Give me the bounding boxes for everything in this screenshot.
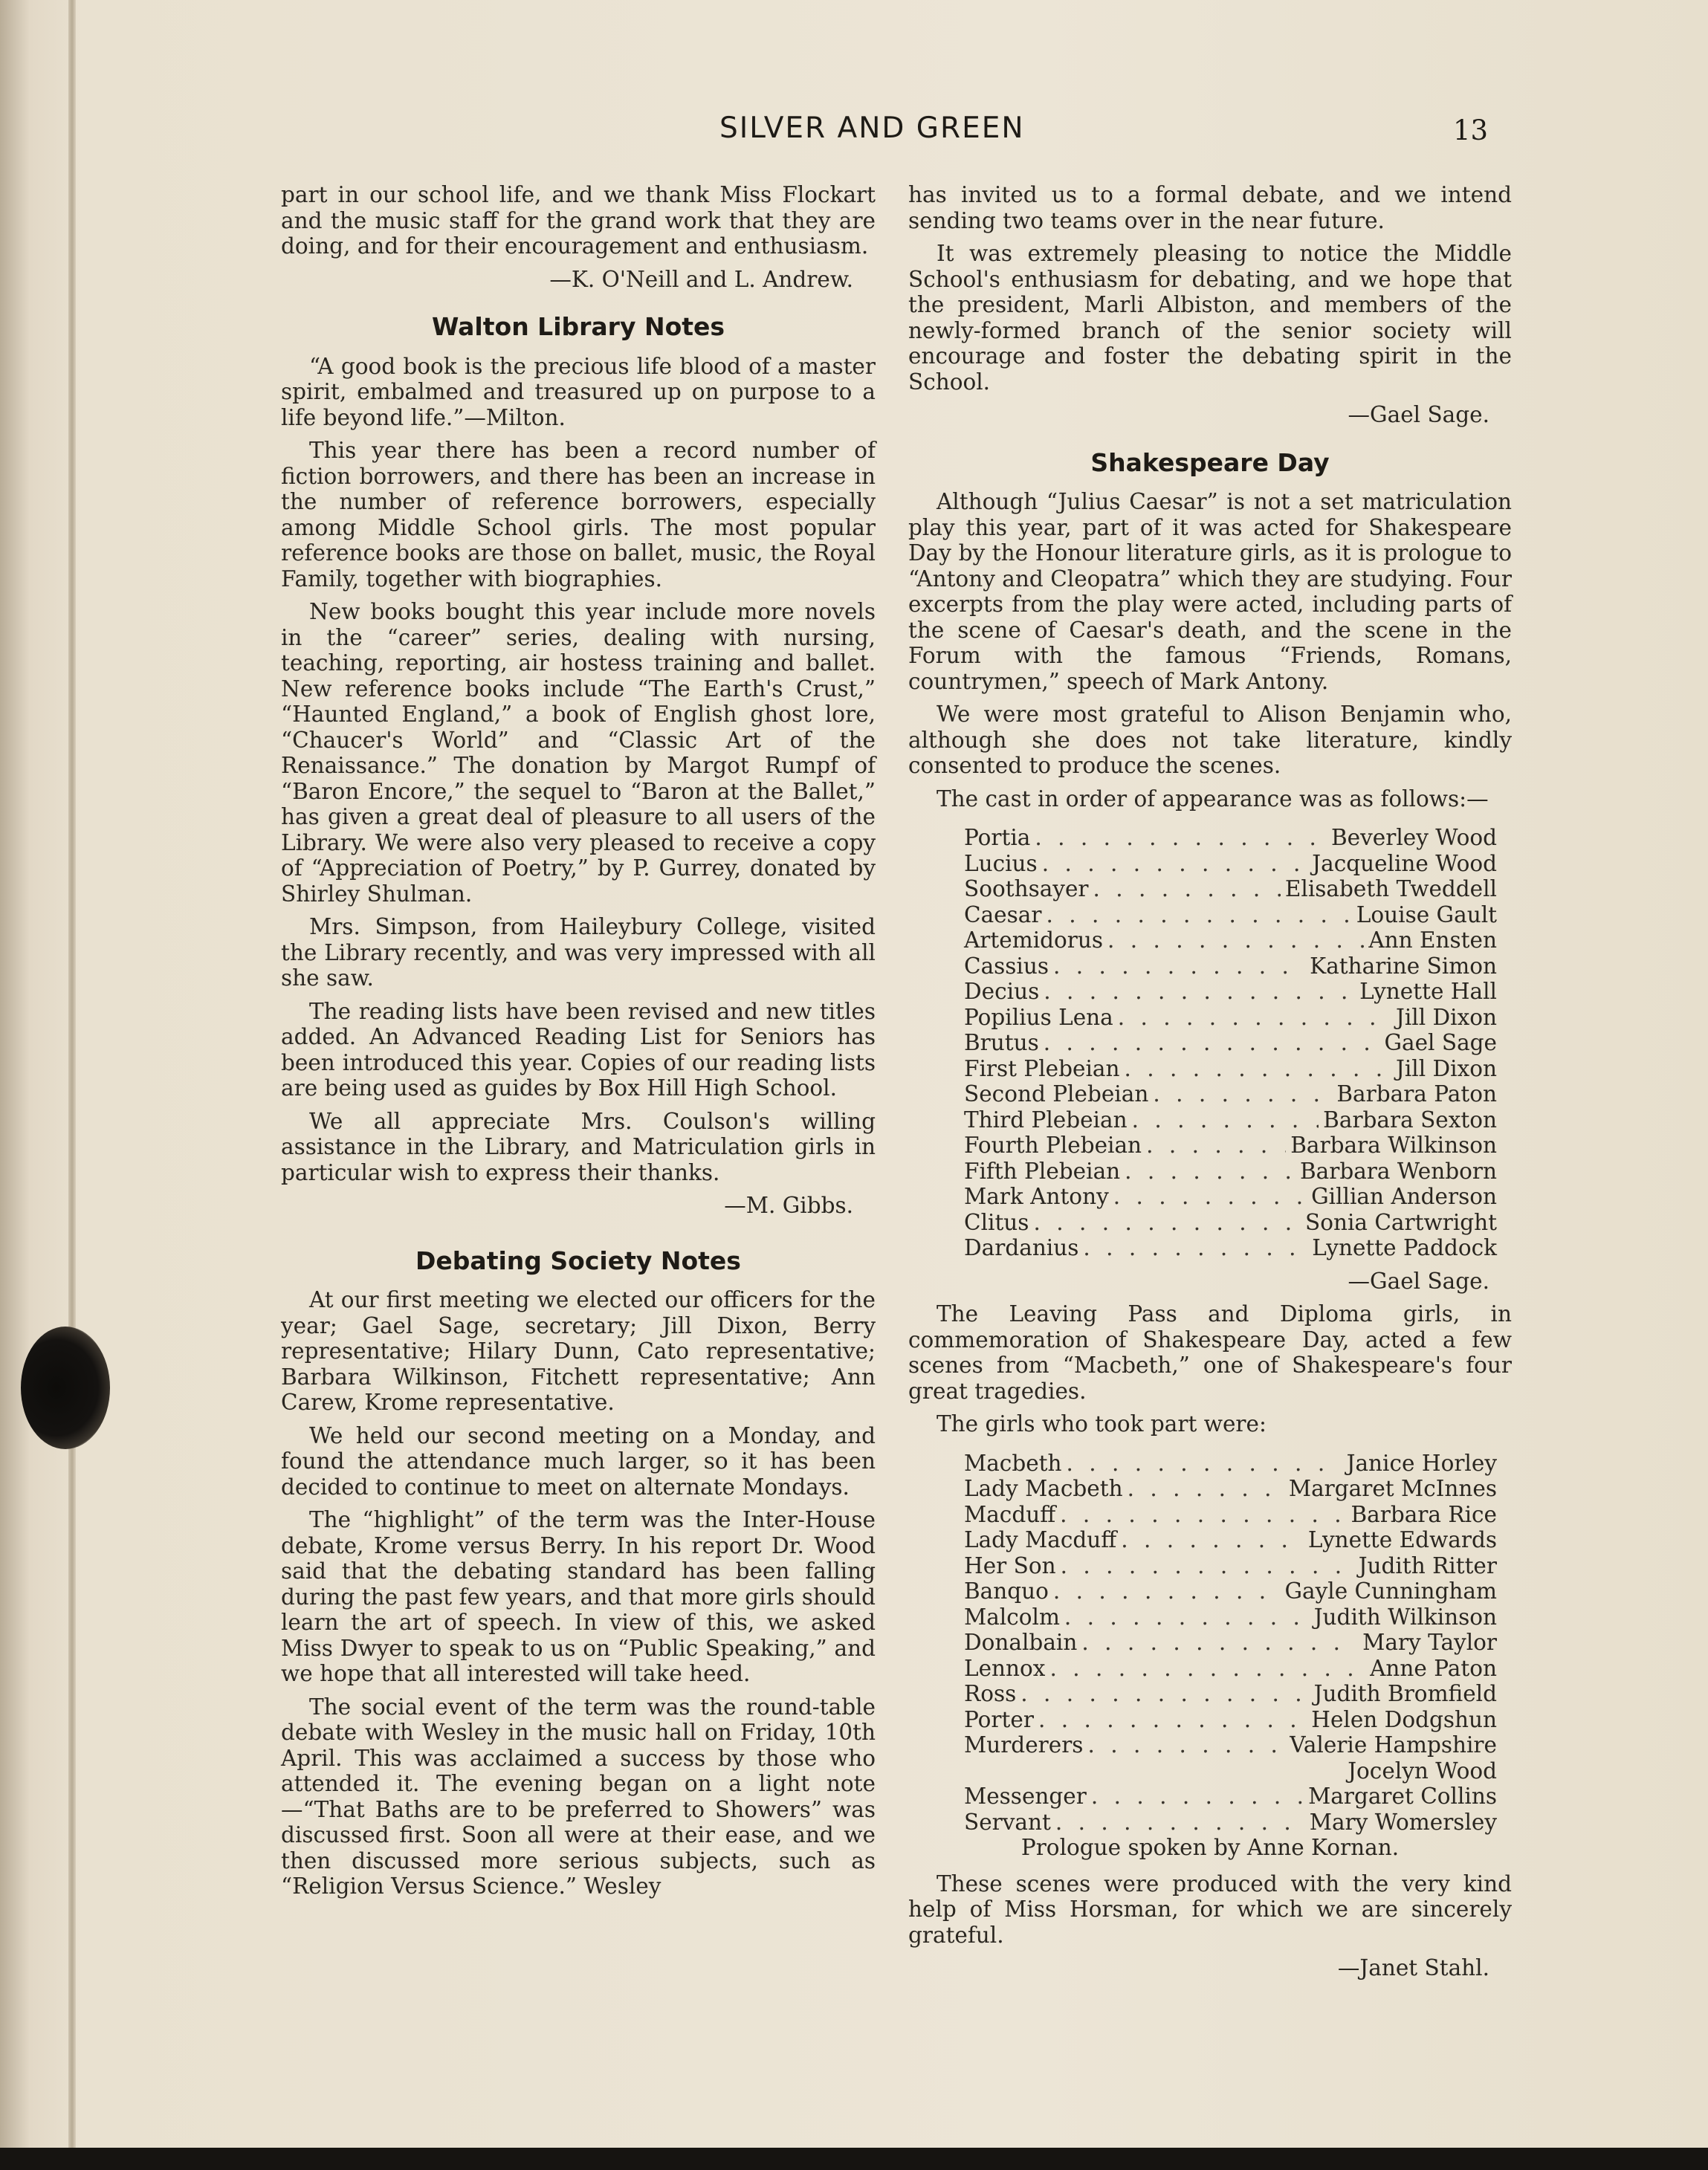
cast-role: Macbeth bbox=[964, 1450, 1062, 1476]
cast-row bbox=[964, 1159, 1497, 1185]
cast-row bbox=[964, 1784, 1497, 1810]
cast-actor: Katharine Simon bbox=[1310, 953, 1497, 979]
cast-actor: Gayle Cunningham bbox=[1284, 1578, 1497, 1604]
cast-row bbox=[964, 1451, 1497, 1477]
cast-actor: Mary Womersley bbox=[1309, 1809, 1497, 1835]
cast-row bbox=[964, 1502, 1497, 1528]
cast-actor: Lynette Paddock bbox=[1312, 1235, 1497, 1260]
cast-role: Lady Macduff bbox=[964, 1527, 1117, 1552]
cast-row bbox=[964, 1527, 1497, 1553]
shakespeare-signature: —Janet Stahl. bbox=[1337, 1955, 1489, 1980]
library-quote: “A good book is the precious life blood of a master spirit, embalmed and treasured up on purpose to a life beyond life.”—Milton. bbox=[281, 353, 876, 430]
leader-dots bbox=[1053, 1578, 1281, 1604]
library-paragraph-1: This year there has been a record number of fiction borrowers, and there has been an increase in the number of reference borrowers, especially among Middle School girls. The most popular reference books are those on ballet, music, the Royal Family, together with biographies. bbox=[281, 438, 876, 592]
cast-role: Clitus bbox=[964, 1209, 1029, 1235]
leader-dots bbox=[1121, 1527, 1304, 1553]
cast-row bbox=[964, 1476, 1497, 1502]
leader-dots bbox=[1055, 1810, 1305, 1836]
cast-row bbox=[964, 1210, 1497, 1236]
leader-dots bbox=[1093, 876, 1281, 902]
prologue-line: Prologue spoken by Anne Kornan. bbox=[1020, 1835, 1400, 1860]
debating-paragraph-5: It was extremely pleasing to notice the Middle School's enthusiasm for debating, and we hope that the president, Marli Albiston, and members of the newly-formed branch of the senior society will encourage and foster the debating spirit in the School. bbox=[908, 241, 1512, 395]
shakespeare-paragraph-4: The Leaving Pass and Diploma girls, in commemoration of Shakespeare Day, acted a few scenes from “Macbeth,” one of Shakespeare's four great tragedies. bbox=[908, 1301, 1512, 1404]
page-number: 13 bbox=[1453, 114, 1489, 146]
caesar-cast-signature: —Gael Sage. bbox=[1348, 1268, 1489, 1294]
leader-dots bbox=[1046, 902, 1351, 928]
cast-row bbox=[964, 1005, 1497, 1031]
cast-row bbox=[964, 1235, 1497, 1261]
cast-row bbox=[964, 1604, 1497, 1630]
cast-row bbox=[964, 902, 1497, 928]
leader-dots bbox=[1113, 1184, 1307, 1210]
cast-role: Brutus bbox=[964, 1030, 1039, 1055]
cast-role: Fourth Plebeian bbox=[964, 1133, 1142, 1158]
cast-row bbox=[964, 1707, 1497, 1733]
cast-actor: Barbara Paton bbox=[1336, 1081, 1497, 1107]
cast-role: Lucius bbox=[964, 850, 1038, 876]
leader-dots bbox=[1020, 1681, 1309, 1707]
cast-row bbox=[964, 1578, 1497, 1604]
debating-paragraph-4: The social event of the term was the round-table debate with Wesley in the music hall on Friday, 10th April. This was acclaimed a success by those who attended it. The evening began on a light note—“That Baths are to be preferred to Showers” was discussed first. Soon all were at their ease, and we then discussed more serious subjects, such as “Religion Versus Science.” Wesley bbox=[281, 1694, 876, 1899]
shakespeare-heading: Shakespeare Day bbox=[1090, 447, 1330, 477]
right-column bbox=[908, 182, 1512, 1989]
leader-dots bbox=[1067, 1451, 1342, 1477]
cast-row bbox=[964, 851, 1497, 877]
shakespeare-paragraph-1: Although “Julius Caesar” is not a set matriculation play this year, part of it was acted for Shakespeare Day by the Honour literature girls, as it is prologue to “Antony and Cleopatra” which they are studying. Four excerpts from the play were acted, including parts of the scene of Caesar's death, and the scene in the Forum with the famous “Friends, Romans, countrymen,” speech of Mark Antony. bbox=[908, 489, 1512, 694]
leader-dots bbox=[1124, 1056, 1391, 1082]
cast-row bbox=[964, 953, 1497, 979]
library-paragraph-2: New books bought this year include more novels in the “career” series, dealing with nursing, teaching, reporting, air hostess training and ballet. New reference books include “The Earth's Crust,” “Haunted England,” a book of English ghost lore, “Chaucer's World” and “Classic Art of the Renaissance.” The donation by Margot Rumpf of “Baron Encore,” the sequel to “Baron at the Ballet,” has given a great deal of pleasure to all users of the Library. We were also very pleased to receive a copy of “Appreciation of Poetry,” by P. Gurrey, donated by Shirley Shulman. bbox=[281, 599, 876, 907]
cast-actor: Judith Ritter bbox=[1358, 1552, 1497, 1578]
library-signature: —M. Gibbs. bbox=[724, 1193, 853, 1218]
leader-dots bbox=[1081, 1630, 1358, 1656]
cast-actor: Barbara Wenborn bbox=[1299, 1158, 1497, 1184]
cast-actor: Valerie Hampshire bbox=[1290, 1732, 1497, 1758]
cast-row bbox=[964, 1630, 1497, 1656]
library-paragraph-5: We all appreciate Mrs. Coulson's willing assistance in the Library, and Matriculation girls in particular wish to express their thanks. bbox=[281, 1108, 876, 1185]
cast-role: Dardanius bbox=[964, 1235, 1079, 1260]
cast-row bbox=[964, 1732, 1497, 1758]
cast-actor: Barbara Wilkinson bbox=[1290, 1133, 1497, 1158]
left-column bbox=[281, 182, 876, 1907]
cast-actor: Beverley Wood bbox=[1330, 825, 1497, 850]
debating-paragraph-2: We held our second meeting on a Monday, and found the attendance much larger, so it has been decided to continue to meet on alternate Mondays. bbox=[281, 1422, 876, 1500]
cast-role: Malcolm bbox=[964, 1604, 1060, 1630]
cast-role: Donalbain bbox=[964, 1630, 1078, 1655]
library-heading: Walton Library Notes bbox=[431, 312, 725, 341]
cast-role: Banquo bbox=[964, 1578, 1049, 1604]
leader-dots bbox=[1038, 1707, 1307, 1733]
cast-row bbox=[964, 1133, 1497, 1159]
macbeth-cast-list-2 bbox=[908, 1784, 1512, 1835]
library-paragraph-3: Mrs. Simpson, from Haileybury College, visited the Library recently, and was very impressed with all she saw. bbox=[281, 914, 876, 991]
leader-dots bbox=[1153, 1081, 1332, 1107]
leader-dots bbox=[1042, 851, 1308, 877]
leader-dots bbox=[1083, 1235, 1307, 1261]
cast-actor: Judith Wilkinson bbox=[1313, 1604, 1497, 1630]
cast-actor: Gillian Anderson bbox=[1311, 1184, 1497, 1209]
debating-heading: Debating Society Notes bbox=[415, 1246, 741, 1275]
cast-role: Artemidorus bbox=[964, 927, 1104, 953]
cast-actor: Janice Horley bbox=[1346, 1450, 1497, 1476]
scan-border bbox=[0, 2148, 1708, 2170]
cast-actor: Barbara Sexton bbox=[1323, 1107, 1497, 1133]
cast-actor: Elisabeth Tweddell bbox=[1284, 876, 1497, 901]
cast-row bbox=[964, 1681, 1497, 1707]
leader-dots bbox=[1125, 1159, 1295, 1185]
cast-role: Messenger bbox=[964, 1784, 1087, 1809]
cast-actor: Ann Ensten bbox=[1368, 927, 1497, 953]
leader-dots bbox=[1053, 953, 1305, 979]
cast-row bbox=[964, 1030, 1497, 1056]
cast-row bbox=[964, 876, 1497, 902]
cast-row bbox=[964, 1056, 1497, 1082]
cast-actor: Sonia Cartwright bbox=[1304, 1209, 1497, 1235]
debating-paragraph-3: The “highlight” of the term was the Inter-House debate, Krome versus Berry. In his report Dr. Wood said that the debating standard has been falling during the past few years, and that more girls should learn the art of speech. In view of this, we asked Miss Dwyer to speak to us on “Public Speaking,” and we hope that all interested will take heed. bbox=[281, 1507, 876, 1686]
cast-role: Mark Antony bbox=[964, 1184, 1109, 1209]
music-signature: —K. O'Neill and L. Andrew. bbox=[549, 266, 853, 292]
cast-role: Murderers bbox=[964, 1732, 1084, 1758]
leader-dots bbox=[1044, 979, 1355, 1005]
cast-row bbox=[964, 825, 1497, 851]
cast-row bbox=[964, 1184, 1497, 1210]
cast-role: Popilius Lena bbox=[964, 1004, 1113, 1030]
cast-actor: Judith Bromfield bbox=[1313, 1681, 1497, 1706]
cast-row bbox=[964, 1553, 1497, 1579]
leader-dots bbox=[1146, 1133, 1286, 1159]
leader-dots bbox=[1060, 1502, 1346, 1528]
cast-row bbox=[964, 979, 1497, 1005]
cast-role: Lady Macbeth bbox=[964, 1476, 1123, 1501]
leader-dots bbox=[1087, 1732, 1285, 1758]
cast-actor: Jill Dixon bbox=[1396, 1004, 1497, 1030]
cast-role: Lennox bbox=[964, 1655, 1046, 1681]
leader-dots bbox=[1118, 1005, 1391, 1031]
cast-actor: Jocelyn Wood bbox=[1348, 1758, 1497, 1784]
cast-role: Decius bbox=[964, 979, 1040, 1004]
cast-role: Fifth Plebeian bbox=[964, 1158, 1121, 1184]
leader-dots bbox=[1033, 1210, 1301, 1236]
shakespeare-paragraph-2: We were most grateful to Alison Benjamin who, although she does not take literature, kindly consented to produce the scenes. bbox=[908, 702, 1512, 778]
leader-dots bbox=[1049, 1656, 1365, 1682]
cast-actor: Anne Paton bbox=[1370, 1655, 1497, 1681]
cast-role: Third Plebeian bbox=[964, 1107, 1128, 1133]
murderers-continuation bbox=[908, 1758, 1512, 1784]
debating-paragraph-1: At our first meeting we elected our officers for the year; Gael Sage, secretary; Jill Dixon, Berry representative; Hilary Dunn, Cato representative; Barbara Wilkinson, Fitchett representative; Ann Carew, Krome representative. bbox=[281, 1287, 876, 1415]
cast-role: Soothsayer bbox=[964, 876, 1089, 901]
cast-actor: Mary Taylor bbox=[1362, 1630, 1497, 1655]
library-paragraph-4: The reading lists have been revised and new titles added. An Advanced Reading List for Seniors has been introduced this year. Copies of our reading lists are being used as guides by Box Hill High School. bbox=[281, 998, 876, 1101]
caesar-cast-list bbox=[908, 825, 1512, 1261]
cast-role: First Plebeian bbox=[964, 1055, 1120, 1081]
cast-row bbox=[964, 1810, 1497, 1836]
cast-actor: Lynette Hall bbox=[1359, 979, 1497, 1004]
macbeth-cast-list bbox=[908, 1451, 1512, 1758]
cast-actor: Helen Dodgshun bbox=[1311, 1706, 1497, 1732]
cast-role: Macduff bbox=[964, 1501, 1056, 1527]
debating-continued: has invited us to a formal debate, and we intend sending two teams over in the near future. bbox=[908, 182, 1512, 233]
cast-role: Ross bbox=[964, 1681, 1017, 1706]
leader-dots bbox=[1064, 1604, 1310, 1630]
cast-row bbox=[964, 1656, 1497, 1682]
shakespeare-paragraph-3: The cast in order of appearance was as follows:— bbox=[937, 786, 1489, 812]
cast-role: Servant bbox=[964, 1809, 1051, 1835]
leader-dots bbox=[1128, 1476, 1284, 1502]
publication-title: SILVER AND GREEN bbox=[719, 111, 1025, 145]
cast-row bbox=[964, 1107, 1497, 1133]
music-paragraph: part in our school life, and we thank Miss Flockart and the music staff for the grand work that they are doing, and for their encouragement and enthusiasm. bbox=[281, 182, 876, 259]
torn-hole bbox=[21, 1327, 110, 1449]
cast-role: Porter bbox=[964, 1706, 1034, 1732]
leader-dots bbox=[1132, 1107, 1319, 1133]
cast-role: Portia bbox=[964, 825, 1031, 850]
shakespeare-paragraph-5: The girls who took part were: bbox=[937, 1411, 1267, 1437]
cast-role: Cassius bbox=[964, 953, 1049, 979]
cast-actor: Jill Dixon bbox=[1396, 1055, 1497, 1081]
leader-dots bbox=[1044, 1030, 1380, 1056]
running-header bbox=[0, 111, 1708, 156]
cast-row bbox=[964, 1081, 1497, 1107]
leader-dots bbox=[1091, 1784, 1304, 1810]
cast-row bbox=[964, 927, 1497, 953]
cast-actor: Jacqueline Wood bbox=[1312, 850, 1497, 876]
leader-dots bbox=[1035, 825, 1327, 851]
cast-actor: Lynette Edwards bbox=[1307, 1527, 1497, 1552]
leader-dots bbox=[1061, 1553, 1354, 1579]
cast-role: Second Plebeian bbox=[964, 1081, 1149, 1107]
cast-actor: Margaret McInnes bbox=[1288, 1476, 1497, 1501]
cast-role: Caesar bbox=[964, 901, 1042, 927]
cast-actor: Gael Sage bbox=[1384, 1030, 1497, 1055]
page-spine bbox=[68, 0, 76, 2148]
cast-actor: Margaret Collins bbox=[1308, 1784, 1497, 1809]
leader-dots bbox=[1107, 927, 1364, 953]
cast-role: Her Son bbox=[964, 1552, 1056, 1578]
shakespeare-paragraph-6: These scenes were produced with the very kind help of Miss Horsman, for which we are sincerely grateful. bbox=[908, 1871, 1512, 1948]
cast-actor: Louise Gault bbox=[1356, 901, 1497, 927]
debating-signature: —Gael Sage. bbox=[1348, 402, 1489, 427]
cast-actor: Barbara Rice bbox=[1350, 1501, 1497, 1527]
